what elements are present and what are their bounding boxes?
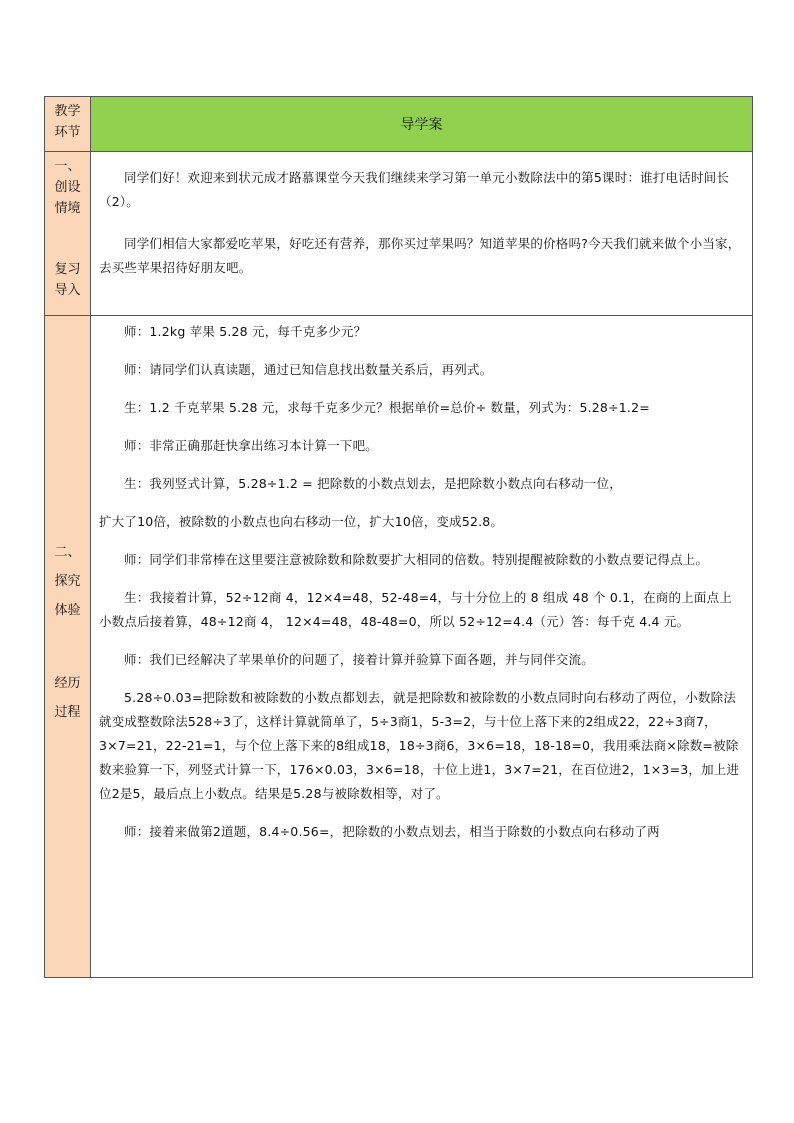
- section2-left-cell: [45, 316, 91, 978]
- section2-label-line: 探究: [54, 574, 81, 589]
- header-left-cell: [45, 97, 91, 152]
- section2-content: [91, 316, 753, 978]
- section2-label: [45, 316, 90, 727]
- section2-label-line: 过程: [54, 705, 81, 720]
- paragraph: 师：非常正确那赶快拿出练习本计算一下吧。: [124, 438, 379, 453]
- section1-left-cell: [45, 152, 91, 316]
- section1-label-line: 复习: [54, 262, 81, 277]
- section1-label-line: 一、: [54, 159, 81, 174]
- section2-label-line: 经历: [54, 676, 81, 691]
- paragraph: 生：我接着计算，52÷12商 4，12×4=48，52-48=4，与十分位上的 8 组成 48 个 0.1，在商的上面点上小数点后接着算，48÷12商 4， 12×4=48，48-48=0，所以 52÷12=4.4（元）答：每千克 4.4 元。: [99, 590, 732, 629]
- paragraph: 师：接着来做第2道题，8.4÷0.56=，把除数的小数点划去，相当于除数的小数点向右移动了两: [124, 824, 660, 839]
- paragraph: 生：我列竖式计算，5.28÷1.2 = 把除数的小数点划去，是把除数小数点向右移动一位，: [124, 476, 622, 491]
- header-title: 导学案: [400, 117, 443, 133]
- paragraph: 5.28÷0.03=把除数和被除数的小数点都划去，就是把除数和被除数的小数点同时向右移动了两位，小数除法就变成整数除法528÷3了，这样计算就简单了，5÷3商1，5-3=2，与十位上落下来的2组成22，22÷3商7，3×7=21，22-21=1，与个位上落下来的8组成18，18÷3商6，3×6=18，18-18=0，我用乘法商×除数=被除数来验算一下，列竖式计算一下，176×0.03，3×6=18，十位上进1，3×7=21，在百位进2，1×3=3，加上进位2是5，最后点上小数点。结果是5.28与被除数相等，对了。: [99, 690, 740, 801]
- paragraph: 扩大了10倍，被除数的小数点也向右移动一位，扩大10倍，变成52.8。: [99, 514, 504, 529]
- section1-content: [91, 152, 753, 316]
- paragraph: 师：我们已经解决了苹果单价的问题了，接着计算并验算下面各题，并与同伴交流。: [124, 652, 594, 667]
- section2-row: [45, 316, 753, 978]
- paragraph: 同学们相信大家都爱吃苹果，好吃还有营养，那你买过苹果吗？知道苹果的价格吗?今天我们就来做个小当家，去买些苹果招待好朋友吧。: [99, 236, 741, 275]
- paragraph: 同学们好！欢迎来到状元成才路慕课堂今天我们继续来学习第一单元小数除法中的第5课时：谁打电话时间长（2）。: [99, 170, 730, 209]
- header-right-cell: [91, 97, 753, 152]
- lesson-plan-table: [44, 96, 753, 978]
- section1-label-line: 情境: [54, 201, 81, 216]
- section1-label-line: 导入: [54, 283, 81, 298]
- header-row: [45, 97, 753, 152]
- header-left-label: 教学环节: [54, 104, 81, 140]
- section2-label-line: 二、: [54, 545, 81, 560]
- section2-label-line: 体验: [54, 603, 81, 618]
- section1-row: [45, 152, 753, 316]
- paragraph: 师：同学们非常棒在这里要注意被除数和除数要扩大相同的倍数。特别提醒被除数的小数点要记得点上。: [124, 552, 709, 567]
- section1-label-line: 创设: [54, 180, 81, 195]
- paragraph: 师：请同学们认真读题，通过已知信息找出数量关系后，再列式。: [124, 362, 493, 377]
- paragraph: 师：1.2kg 苹果 5.28 元，每千克多少元？: [124, 324, 367, 339]
- paragraph: 生：1.2 千克苹果 5.28 元，求每千克多少元？根据单价=总价÷ 数量，列式为：5.28÷1.2=: [124, 400, 650, 415]
- section1-label: [45, 152, 90, 301]
